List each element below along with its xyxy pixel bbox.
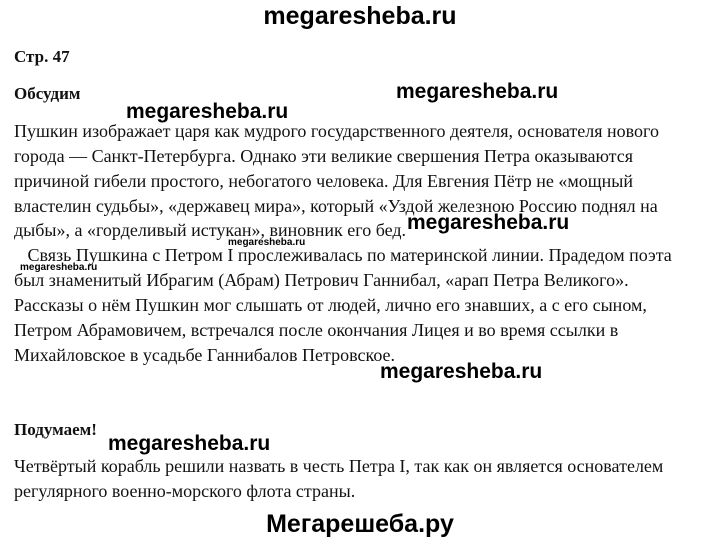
- text-line: был знаменитый Ибрагим (Абрам) Петрович Ганнибал, «арап Петра Великого».: [14, 270, 629, 290]
- site-footer-watermark: Мегарешеба.ру: [266, 510, 454, 538]
- text-line: Связь Пушкина с Петром I прослеживалась по материнской линии. Прадедом поэта: [14, 245, 672, 265]
- text-line: властелин судьбы», «держaвец мира», который «Уздой железною Россию поднял на: [14, 196, 658, 216]
- watermark: megaresheba.ru: [380, 360, 543, 383]
- watermark: megaresheba.ru: [108, 432, 271, 455]
- watermark: megaresheba.ru: [20, 262, 98, 273]
- text-line: Четвёртый корабль решили назвать в честь Петра I, так как он является основателем: [14, 456, 664, 476]
- watermark: megaresheba.ru: [228, 237, 306, 248]
- watermark: megaresheba.ru: [396, 80, 559, 103]
- text-line: Михайловское в усадьбе Ганнибалов Петровское.: [14, 345, 396, 365]
- watermark: megaresheba.ru: [407, 211, 570, 234]
- text-line: регулярного военно-морского флота страны.: [14, 481, 356, 501]
- text-line: Пушкин изображает царя как мудрого государственного деятеля, основателя нового: [14, 121, 659, 141]
- section-title-discuss: Обсудим: [14, 84, 81, 103]
- page-label: Стр. 47: [14, 47, 70, 66]
- text-line: Петром Абрамовичем, встречался после окончания Лицея и во время ссылки в: [14, 320, 619, 340]
- section-title-think: Подумаем!: [14, 420, 97, 439]
- text-line: дыбы», а «горделивый истукан», виновник его бед.: [14, 220, 407, 240]
- watermark: megaresheba.ru: [126, 100, 289, 123]
- text-line: причиной гибели простого, небогатого человека. Для Евгения Пётр не «мощный: [14, 171, 634, 191]
- site-header-watermark: megaresheba.ru: [263, 2, 457, 30]
- text-line: Рассказы о нём Пушкин мог слышать от людей, лично его знавших, а с его сыном,: [14, 295, 647, 315]
- text-line: города — Санкт-Петербурга. Однако эти великие свершения Петра оказываются: [14, 146, 634, 166]
